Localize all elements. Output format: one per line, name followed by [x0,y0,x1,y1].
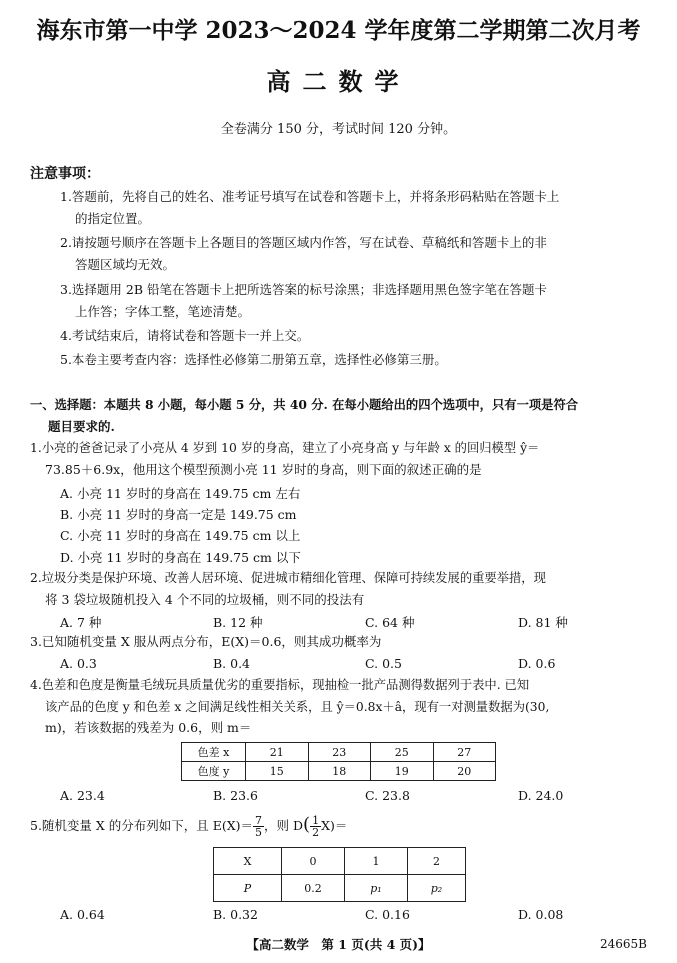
q2-option-c: C. 64 种 [365,615,415,630]
fraction-numerator: 1 [312,814,320,827]
q4-option-b: B. 23.6 [213,788,258,803]
question-1-text-cont: 73.85＋6.9x，他用这个模型预测小亮 11 岁时的身高，则下面的叙述正确的是 [45,462,482,477]
table-row [214,848,466,875]
question-3-text: 3.已知随机变量 X 服从两点分布，E(X)＝0.6，则其成功概率为 [30,634,382,649]
exam-title: 海东市第一中学 2023～2024 学年度第二学期第二次月考 [36,17,641,44]
question-4-text-cont: m)，若该数据的残差为 0.6，则 m＝ [45,720,252,735]
fraction-numerator: 7 [255,814,263,827]
table-cell: 23 [308,743,371,762]
q5-option-b: B. 0.32 [213,907,258,922]
notice-line: 答题区域均无效。 [75,257,176,272]
q1-option-b: B. 小亮 11 岁时的身高一定是 149.75 cm [60,507,297,522]
question-5-text [30,812,347,839]
table-cell: p₂ [408,875,466,902]
table-cell: 1 [345,848,408,875]
q4-data-table [181,742,496,781]
q5-option-c: C. 0.16 [365,907,410,922]
table-cell: 20 [433,762,496,781]
table-cell: 色差 x [182,743,246,762]
table-cell: 21 [246,743,309,762]
question-2-text: 2.垃圾分类是保护环境、改善人居环境、促进城市精细化管理、保障可持续发展的重要举措，现 [30,571,546,585]
notice-line: 3.选择题用 2B 铅笔在答题卡上把所选答案的标号涂黑；非选择题用黑色签字笔在答题卡 [60,282,548,297]
table-row [182,743,496,762]
table-row [182,762,496,781]
q2-option-a: A. 7 种 [60,615,102,630]
table-cell: 19 [371,762,434,781]
table-cell: p₁ [345,875,408,902]
fraction [310,815,321,838]
question-4-text-cont: 该产品的色度 y 和色差 x 之间满足线性相关关系，且 ŷ＝0.8x＋â，现有一对测量数据为(30, [45,700,550,714]
q2-option-d: D. 81 种 [518,615,568,630]
q1-option-c: C. 小亮 11 岁时的身高在 149.75 cm 以上 [60,528,301,543]
question-4-text: 4.色差和色度是衡量毛绒玩具质量优劣的重要指标，现抽检一批产品测得数据列于表中. 已知 [30,678,530,692]
q4-option-a: A. 23.4 [60,788,105,803]
table-cell: 25 [371,743,434,762]
q2-option-b: B. 12 种 [213,615,263,630]
notice-line: 5.本卷主要考查内容：选择性必修第二册第五章，选择性必修第三册。 [60,352,447,367]
table-cell: 0.2 [282,875,345,902]
table-row [214,875,466,902]
notice-line: 4.考试结束后，请将试卷和答题卡一并上交。 [60,328,310,343]
q5-mid: ，则 D [264,818,304,833]
q3-option-c: C. 0.5 [365,656,402,671]
table-cell: 15 [246,762,309,781]
section-heading: 一、选择题：本题共 8 小题，每小题 5 分，共 40 分. 在每小题给出的四个选项中，只有一项是符合 [30,397,579,412]
notice-line: 2.请按题号顺序在答题卡上各题目的答题区域内作答，写在试卷、草稿纸和答题卡上的非 [60,235,547,250]
q5-option-a: A. 0.64 [60,907,105,922]
exam-meta: 全卷满分 150 分，考试时间 120 分钟。 [220,122,457,137]
q1-option-a: A. 小亮 11 岁时的身高在 149.75 cm 左右 [60,486,301,501]
notice-line: 1.答题前，先将自己的姓名、准考证号填写在试卷和答题卡上，并将条形码粘贴在答题卡上 [60,189,560,204]
q3-option-d: D. 0.6 [518,656,556,671]
q5-suffix: X)＝ [321,818,348,833]
fraction-denominator: 2 [312,826,320,839]
table-cell: P [214,875,282,902]
q5-prefix: 5.随机变量 X 的分布列如下，且 E(X)＝ [30,818,254,833]
section-heading-cont: 题目要求的. [48,419,115,434]
q4-option-c: C. 23.8 [365,788,410,803]
q1-option-d: D. 小亮 11 岁时的身高在 149.75 cm 以下 [60,550,301,565]
table-cell: 2 [408,848,466,875]
notice-line: 上作答；字体工整，笔迹清楚。 [75,304,251,319]
q5-option-d: D. 0.08 [518,907,564,922]
q5-distribution-table [213,847,466,902]
table-cell: 色度 y [182,762,246,781]
table-cell: 18 [308,762,371,781]
table-cell: 27 [433,743,496,762]
subject-title: 高二数学 [266,67,411,96]
page-footer: 【高二数学 第 1 页(共 4 页)】 [246,937,431,952]
table-cell: 0 [282,848,345,875]
notice-heading: 注意事项： [30,166,100,182]
q3-option-b: B. 0.4 [213,656,251,671]
fraction [253,815,264,838]
open-paren: ( [303,814,311,835]
q4-option-d: D. 24.0 [518,788,564,803]
notice-line: 的指定位置。 [75,211,151,226]
paper-code: 24665B [600,937,647,951]
question-1-text: 1.小亮的爸爸记录了小亮从 4 岁到 10 岁的身高，建立了小亮身高 y 与年龄 x 的回归模型 ŷ＝ [30,441,540,455]
q3-option-a: A. 0.3 [60,656,97,671]
table-cell: X [214,848,282,875]
fraction-denominator: 5 [255,826,263,839]
question-2-text-cont: 将 3 袋垃圾随机投入 4 个不同的垃圾桶，则不同的投法有 [45,592,365,607]
